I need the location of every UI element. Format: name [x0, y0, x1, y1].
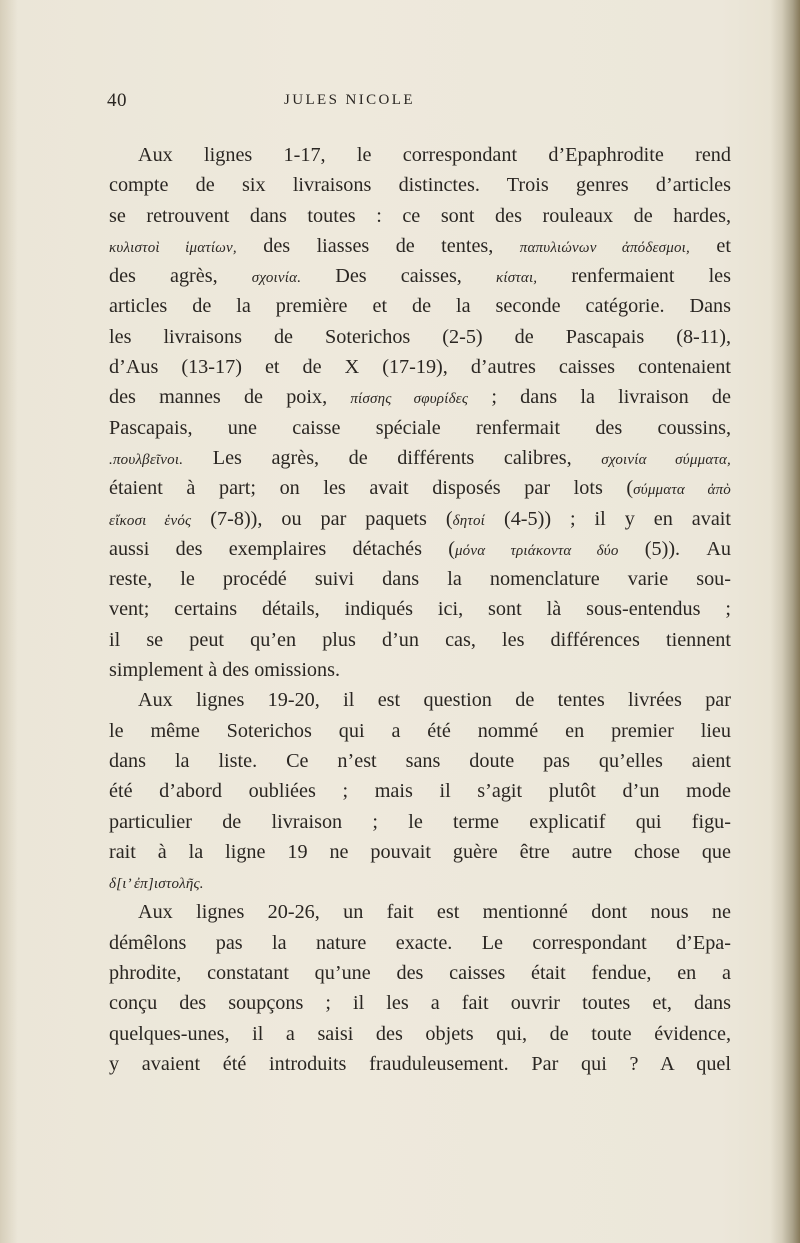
text-line	[109, 625, 731, 655]
page-number: 40	[107, 90, 127, 111]
text-line	[109, 534, 731, 564]
text-line	[109, 504, 731, 534]
text-line	[109, 807, 731, 837]
text-segment: y avaient été introduits frauduleusement. Par qui ? A quel	[109, 1052, 731, 1075]
text-line	[109, 1019, 731, 1049]
paragraph	[109, 897, 731, 1079]
text-segment: particulier de livraison ; le terme explicatif qui figu-	[109, 810, 731, 833]
text-segment: il se peut qu’en plus d’un cas, les différences tiennent	[109, 628, 731, 651]
text-segment: simplement à des omissions.	[109, 659, 341, 682]
text-segment: phrodite, constatant qu’une des caisses était fendue, en a	[109, 962, 731, 985]
text-segment: d’Aus (13-17) et de X (17-19), d’autres caisses contenaient	[109, 356, 731, 379]
text-line	[109, 382, 731, 412]
greek-term: σχοινία σύμματα,	[601, 451, 731, 468]
greek-term: σχοινία.	[251, 270, 302, 287]
text-line	[109, 655, 731, 685]
text-segment: Les agrès, de différents calibres,	[183, 446, 602, 469]
text-line	[109, 958, 731, 988]
text-segment: ; dans la livraison de	[468, 386, 731, 409]
greek-term: δητοί	[452, 512, 486, 529]
text-line	[109, 897, 731, 927]
text-segment: aussi des exemplaires détachés (	[109, 537, 455, 560]
text-segment: articles de la première et de la seconde catégorie. Dans	[109, 295, 731, 318]
text-line	[109, 867, 731, 897]
greek-term: πίσσης σφυρίδες	[350, 391, 469, 408]
text-segment: été d’abord oubliées ; mais il s’agit plutôt d’un mode	[109, 780, 731, 803]
text-segment: reste, le procédé suivi dans la nomenclature varie sou-	[109, 568, 731, 591]
text-segment: et	[690, 234, 731, 257]
text-segment: les livraisons de Soterichos (2-5) de Pascapais (8-11),	[109, 325, 731, 348]
text-segment: renfermaient les	[537, 265, 731, 288]
text-line	[109, 776, 731, 806]
page-binding-shadow	[770, 0, 800, 1243]
text-line	[109, 291, 731, 321]
greek-term: εἴκοσι ἑνός	[109, 512, 192, 529]
text-segment: démêlons pas la nature exacte. Le correspondant d’Epa-	[109, 931, 731, 954]
text-line	[109, 201, 731, 231]
greek-term: δ[ι’ ἐπ]ιστολῆς.	[109, 876, 204, 893]
text-segment: rait à la ligne 19 ne pouvait guère être autre chose que	[109, 840, 731, 863]
text-line	[109, 443, 731, 473]
text-line	[109, 231, 731, 261]
text-line	[109, 594, 731, 624]
greek-term: σύμματα ἀπὸ	[633, 482, 731, 499]
paragraph	[109, 685, 731, 897]
text-line	[109, 140, 731, 170]
text-line	[109, 322, 731, 352]
text-line	[109, 988, 731, 1018]
text-segment: compte de six livraisons distinctes. Trois genres d’articles	[109, 174, 731, 197]
page-header	[0, 90, 800, 120]
text-segment: Des caisses,	[301, 265, 496, 288]
page-left-edge	[0, 0, 18, 1243]
text-line	[109, 837, 731, 867]
text-segment: vent; certains détails, indiqués ici, sont là sous-entendus ;	[109, 598, 731, 621]
greek-term: κυλιστοὶ ἱματίων,	[109, 239, 237, 256]
text-segment: (4-5)) ; il y en avait	[485, 507, 731, 530]
body-text	[109, 140, 731, 1079]
text-segment: des mannes de poix,	[109, 386, 351, 409]
text-segment: Aux lignes 1-17, le correspondant d’Epaphrodite rend	[138, 144, 731, 166]
text-line	[109, 928, 731, 958]
text-line	[109, 413, 731, 443]
greek-term: μόνα τριάκοντα δύο	[454, 542, 619, 559]
text-segment: quelques-unes, il a saisi des objets qui, de toute évidence,	[109, 1022, 731, 1045]
text-line	[109, 1049, 731, 1079]
greek-term: κίσται,	[495, 270, 538, 287]
text-segment: dans la liste. Ce n’est sans doute pas qu’elles aient	[109, 749, 731, 772]
text-line	[109, 564, 731, 594]
text-segment: (5)). Au	[618, 537, 732, 560]
text-segment: des liasses de tentes,	[236, 234, 520, 257]
running-head: JULES NICOLE	[284, 92, 415, 108]
text-line	[109, 170, 731, 200]
text-segment: étaient à part; on les avait disposés par lots (	[109, 477, 634, 500]
text-segment: Pascapais, une caisse spéciale renfermait des coussins,	[109, 416, 731, 439]
text-segment: des agrès,	[109, 265, 252, 288]
greek-term: .πουλβεῖνοι.	[109, 451, 184, 468]
text-segment: (7-8)), ou par paquets (	[191, 507, 453, 530]
text-line	[109, 746, 731, 776]
text-line	[109, 716, 731, 746]
text-line	[109, 352, 731, 382]
text-line	[109, 473, 731, 503]
text-segment: se retrouvent dans toutes : ce sont des rouleaux de hardes,	[109, 204, 731, 227]
paragraph	[109, 140, 731, 685]
text-segment: le même Soterichos qui a été nommé en premier lieu	[109, 719, 731, 742]
text-segment: conçu des soupçons ; il les a fait ouvrir toutes et, dans	[109, 992, 731, 1015]
greek-term: παπυλιώνων ἀπόδεσμοι,	[519, 239, 690, 256]
text-line	[109, 685, 731, 715]
text-segment: Aux lignes 20-26, un fait est mentionné dont nous ne	[138, 901, 731, 924]
text-line	[109, 261, 731, 291]
text-segment: Aux lignes 19-20, il est question de tentes livrées par	[138, 689, 731, 712]
